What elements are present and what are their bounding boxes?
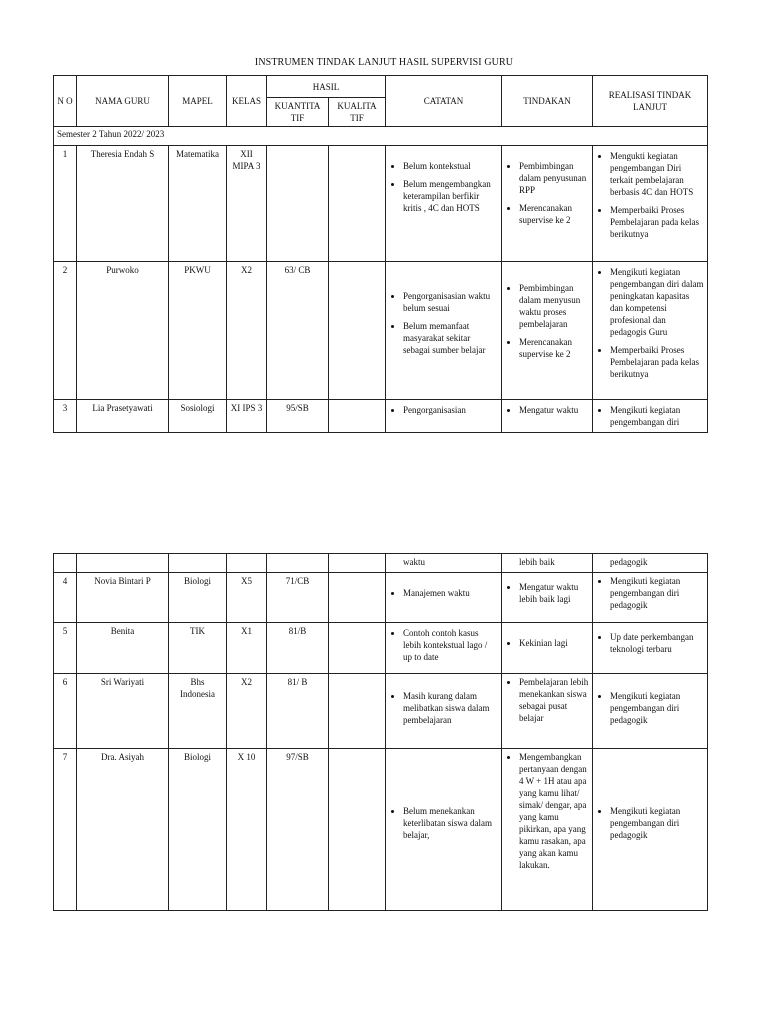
row-realisasi bbox=[593, 262, 708, 400]
header-hasil: HASIL bbox=[267, 76, 386, 98]
row-kuantitatif: 95/SB bbox=[267, 400, 329, 433]
catatan-item: • Manajemen waktu bbox=[403, 587, 498, 599]
row-no: 4 bbox=[54, 573, 77, 623]
tindakan-item: • Pembimbingan dalam menyusun waktu proses pembelajaran bbox=[519, 282, 589, 330]
row-nama-guru: Theresia Endah S bbox=[77, 146, 169, 262]
header-nama-guru: NAMA GURU bbox=[77, 76, 169, 127]
realisasi-item: • Mengikuti kegiatan pengembangan diri pedagogik bbox=[610, 690, 704, 726]
row-tindakan bbox=[502, 262, 593, 400]
row-catatan bbox=[386, 262, 502, 400]
header-tindakan: TINDAKAN bbox=[502, 76, 593, 127]
row-kelas: XI IPS 3 bbox=[227, 400, 267, 433]
row-mapel: Biologi bbox=[169, 749, 227, 911]
catatan-item: • Belum memanfaat masyarakat sekitar sebagai sumber belajar bbox=[403, 320, 498, 356]
realisasi-item: • Mengikuti kegiatan pengembangan diri pedagogik bbox=[610, 575, 704, 611]
row-kuantitatif: 63/ CB bbox=[267, 262, 329, 400]
semester-label: Semester 2 Tahun 2022/ 2023 bbox=[54, 127, 708, 146]
row-kualitatif bbox=[329, 400, 386, 433]
row-mapel: Sosiologi bbox=[169, 400, 227, 433]
row-kuantitatif: 71/CB bbox=[267, 573, 329, 623]
catatan-item: • Contoh contoh kasus lebih kontekstual lago / up to date bbox=[403, 627, 498, 663]
realisasi-list bbox=[596, 266, 704, 380]
row-no: 6 bbox=[54, 674, 77, 749]
row-mapel: Biologi bbox=[169, 573, 227, 623]
row-tindakan bbox=[502, 749, 593, 911]
realisasi-item: • Mengikuti kegiatan pengembangan diri bbox=[610, 404, 704, 428]
row-nama-guru: Benita bbox=[77, 623, 169, 674]
table-row bbox=[54, 400, 708, 433]
catatan-item: • Belum kontekstual bbox=[403, 160, 498, 172]
row-nama-guru: Lia Prasetyawati bbox=[77, 400, 169, 433]
catatan-list bbox=[389, 290, 498, 356]
header-kelas: KELAS bbox=[227, 76, 267, 127]
catatan-list bbox=[389, 627, 498, 663]
tindakan-item: • Mengatur waktu lebih baik lagi bbox=[519, 581, 589, 605]
row-no: 1 bbox=[54, 146, 77, 262]
tindakan-list bbox=[505, 581, 589, 605]
row-kualitatif bbox=[329, 146, 386, 262]
row-realisasi bbox=[593, 400, 708, 433]
continuation-tindakan: lebih baik bbox=[502, 554, 593, 573]
row-tindakan bbox=[502, 573, 593, 623]
tindakan-list bbox=[505, 160, 589, 226]
document-title: INSTRUMEN TINDAK LANJUT HASIL SUPERVISI GURU bbox=[254, 57, 514, 68]
row-kuantitatif bbox=[267, 146, 329, 262]
catatan-list bbox=[389, 805, 498, 841]
tindakan-list bbox=[505, 404, 589, 416]
tindakan-item: • Pembimbingan dalam penyusunan RPP bbox=[519, 160, 589, 196]
catatan-item: • Belum mengembangkan keterampilan berfikir kritis , 4C dan HOTS bbox=[403, 178, 498, 214]
header-catatan: CATATAN bbox=[386, 76, 502, 127]
header-realisasi: REALISASI TINDAK LANJUT bbox=[593, 76, 708, 127]
tindakan-item: • Merencanakan supervise ke 2 bbox=[519, 202, 589, 226]
row-realisasi bbox=[593, 623, 708, 674]
row-nama-guru: Novia Bintari P bbox=[77, 573, 169, 623]
row-kelas: XII MIPA 3 bbox=[227, 146, 267, 262]
realisasi-list bbox=[596, 575, 704, 611]
row-no: 3 bbox=[54, 400, 77, 433]
row-kelas: X2 bbox=[227, 262, 267, 400]
row-realisasi bbox=[593, 749, 708, 911]
realisasi-list bbox=[596, 150, 704, 240]
continuation-row bbox=[54, 554, 708, 573]
catatan-item: • Masih kurang dalam melibatkan siswa dalam pembelajaran bbox=[403, 690, 498, 726]
row-catatan bbox=[386, 573, 502, 623]
tindakan-list bbox=[505, 282, 589, 360]
realisasi-item: • Up date perkembangan teknologi terbaru bbox=[610, 631, 704, 655]
header-no: N O bbox=[54, 76, 77, 127]
realisasi-list bbox=[596, 805, 704, 841]
tindakan-item: • Kekinian lagi bbox=[519, 637, 589, 649]
tindakan-item: • Mengembangkan pertanyaan dengan 4 W + 1H atau apa yang kamu lihat/ simak/ dengar, apa yang kamu pikirkan, apa yang kamu rasakan, apa yang akan kamu lakukan. bbox=[519, 751, 589, 871]
realisasi-item: • Mengukti kegiatan pengembangan Diri terkait pembelajaran berbasis 4C dan HOTS bbox=[610, 150, 704, 198]
row-kelas: X 10 bbox=[227, 749, 267, 911]
row-no: 2 bbox=[54, 262, 77, 400]
row-catatan bbox=[386, 400, 502, 433]
realisasi-list bbox=[596, 631, 704, 655]
table-row bbox=[54, 674, 708, 749]
header-kualitatif: KUALITA TIF bbox=[329, 98, 386, 127]
supervision-table-page-2 bbox=[53, 553, 708, 911]
catatan-list bbox=[389, 160, 498, 214]
row-kualitatif bbox=[329, 573, 386, 623]
realisasi-item: • Mengikuti kegiatan pengembangan diri pedagogik bbox=[610, 805, 704, 841]
row-no: 5 bbox=[54, 623, 77, 674]
row-tindakan bbox=[502, 674, 593, 749]
tindakan-list bbox=[505, 637, 589, 649]
row-kuantitatif: 81/B bbox=[267, 623, 329, 674]
tindakan-list bbox=[505, 676, 589, 724]
row-tindakan bbox=[502, 400, 593, 433]
row-kelas: X5 bbox=[227, 573, 267, 623]
row-tindakan bbox=[502, 146, 593, 262]
table-row bbox=[54, 146, 708, 262]
row-kelas: X1 bbox=[227, 623, 267, 674]
tindakan-item: • Merencanakan supervise ke 2 bbox=[519, 336, 589, 360]
table-row bbox=[54, 749, 708, 911]
row-catatan bbox=[386, 623, 502, 674]
catatan-item: • Pengorganisasian waktu belum sesuai bbox=[403, 290, 498, 314]
row-catatan bbox=[386, 674, 502, 749]
row-kuantitatif: 81/ B bbox=[267, 674, 329, 749]
row-kuantitatif: 97/SB bbox=[267, 749, 329, 911]
table-row bbox=[54, 573, 708, 623]
row-kualitatif bbox=[329, 262, 386, 400]
row-nama-guru: Purwoko bbox=[77, 262, 169, 400]
row-kualitatif bbox=[329, 749, 386, 911]
row-mapel: Matematika bbox=[169, 146, 227, 262]
row-mapel: Bhs Indonesia bbox=[169, 674, 227, 749]
table-row bbox=[54, 623, 708, 674]
realisasi-item: • Mengikuti kegiatan pengembangan diri dalam peningkatan kapasitas dan kompetensi profesional dan pedagogis Guru bbox=[610, 266, 704, 338]
row-catatan bbox=[386, 749, 502, 911]
tindakan-list bbox=[505, 751, 589, 871]
row-nama-guru: Dra. Asiyah bbox=[77, 749, 169, 911]
row-realisasi bbox=[593, 146, 708, 262]
tindakan-item: • Mengatur waktu bbox=[519, 404, 589, 416]
supervision-table-page-1 bbox=[53, 75, 708, 433]
catatan-item: • Belum menekankan keterlibatan siswa dalam belajar, bbox=[403, 805, 498, 841]
row-kualitatif bbox=[329, 623, 386, 674]
table-row bbox=[54, 262, 708, 400]
row-kelas: X2 bbox=[227, 674, 267, 749]
row-tindakan bbox=[502, 623, 593, 674]
row-mapel: TIK bbox=[169, 623, 227, 674]
catatan-list bbox=[389, 587, 498, 599]
row-catatan bbox=[386, 146, 502, 262]
continuation-realisasi: pedagogik bbox=[593, 554, 708, 573]
tindakan-item: • Pembelajaran lebih menekankan siswa sebagai pusat belajar bbox=[519, 676, 589, 724]
header-mapel: MAPEL bbox=[169, 76, 227, 127]
catatan-list bbox=[389, 690, 498, 726]
row-realisasi bbox=[593, 573, 708, 623]
realisasi-item: • Memperbaiki Proses Pembelajaran pada kelas berikutnya bbox=[610, 344, 704, 380]
catatan-list bbox=[389, 404, 498, 416]
realisasi-list bbox=[596, 404, 704, 428]
row-no: 7 bbox=[54, 749, 77, 911]
row-nama-guru: Sri Wariyati bbox=[77, 674, 169, 749]
row-kualitatif bbox=[329, 674, 386, 749]
catatan-item: • Pengorganisasian bbox=[403, 404, 498, 416]
realisasi-list bbox=[596, 690, 704, 726]
row-realisasi bbox=[593, 674, 708, 749]
realisasi-item: • Memperbaiki Proses Pembelajaran pada kelas berikutnya bbox=[610, 204, 704, 240]
row-mapel: PKWU bbox=[169, 262, 227, 400]
header-kuantitatif: KUANTITA TIF bbox=[267, 98, 329, 127]
continuation-catatan: waktu bbox=[386, 554, 502, 573]
